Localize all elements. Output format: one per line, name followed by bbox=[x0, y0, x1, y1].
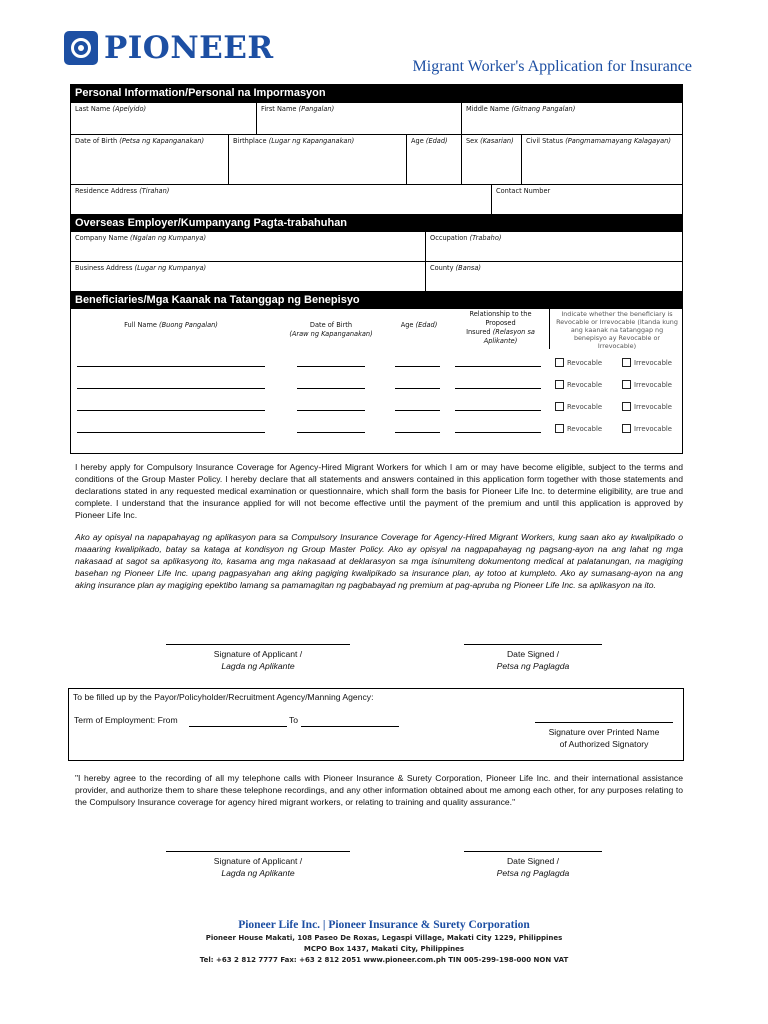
applicant-signature-block[interactable]: Signature of Applicant / Lagda ng Aplikante bbox=[166, 644, 350, 672]
section-beneficiaries-heading: Beneficiaries/Mga Kaanak na Tatanggap ng Benepisyo bbox=[71, 291, 682, 308]
term-from-label: Term of Employment: From bbox=[74, 715, 178, 725]
sex-field[interactable]: Sex (Kasarian) bbox=[461, 135, 521, 184]
first-name-field[interactable]: First Name (Pangalan) bbox=[256, 103, 461, 134]
contact-number-field[interactable]: Contact Number bbox=[491, 185, 682, 214]
beneficiaries-table bbox=[71, 308, 682, 453]
col-relationship: Relationship to the Proposed Insured (Relasyon sa Aplikante) bbox=[466, 310, 535, 345]
col-full-name: Full Name (Buong Pangalan) bbox=[124, 321, 218, 329]
occupation-field[interactable]: Occupation (Trabaho) bbox=[425, 232, 682, 261]
payor-title: To be filled up by the Payor/Policyholder/Recruitment Agency/Manning Agency: bbox=[73, 692, 374, 702]
authorized-signature-label: Signature over Printed Name of Authorized Signatory bbox=[548, 727, 660, 749]
irrevocable-checkbox[interactable]: Irrevocable bbox=[622, 402, 672, 411]
term-from-input[interactable] bbox=[189, 726, 287, 727]
company-logo bbox=[64, 30, 274, 66]
last-name-field[interactable]: Last Name (Apelyido) bbox=[75, 105, 147, 113]
declaration-english: I hereby apply for Compulsory Insurance Coverage for Agency-Hired Migrant Workers for which I am or may have become eligible, subject to the terms and conditions of the Group Master Policy. I hereby declare that all statements and answers contained in this application form together with those statements and declarations stated in any requested medical examination or questionnaire, which shall form the basis for Pioneer Life Inc. to determine eligibility, are true and complete. I understand that the insurance applied for will not become effective until the payment of the premium and until this application is approved by Pioneer Life Inc. bbox=[75, 462, 683, 520]
section-personal-heading: Personal Information/Personal na Impormasyon bbox=[71, 85, 682, 102]
country-field[interactable]: County (Bansa) bbox=[425, 262, 682, 291]
date-signed-block-2[interactable]: Date Signed / Petsa ng Paglagda bbox=[464, 851, 602, 879]
revocable-checkbox[interactable]: Revocable bbox=[555, 424, 602, 433]
revocable-checkbox[interactable]: Revocable bbox=[555, 358, 602, 367]
irrevocable-checkbox[interactable]: Irrevocable bbox=[622, 358, 672, 367]
irrevocable-checkbox[interactable]: Irrevocable bbox=[622, 380, 672, 389]
revocable-checkbox[interactable]: Revocable bbox=[555, 380, 602, 389]
dob-field[interactable]: Date of Birth (Petsa ng Kapanganakan) bbox=[75, 137, 205, 145]
declaration-tagalog: Ako ay opisyal na napapahayag ng aplikasyon para sa Compulsory Insurance Coverage for Agency-Hired Migrant Workers, kung saan ako ay kwalipikado o maaaring kwalipikado, batay sa kataga at kondisyon ng Group Master Policy. Ako ay opisyal na nagpapahayag ng pagsang-ayon na ang lahat ng mga nakasaad at sagot sa aplikasyong ito, kasama ang mga nakasaad at deklarasyon sa mga isinumiteng dokumentong medical at palatanungan, na magiging basehan ng Pioneer Life Inc. upang pagpasyahan ang aking pagiging kwalipikado sa insurance plan, ay totoo at kumpleto. Ako ay sumasang-ayon na ang aking insurance plan ay magiging epektibo lamang sa pamamagitan ng pagbabayad ng premium at pag-apruba ng Pioneer Life Inc. sa aplikasyon na ito. bbox=[75, 532, 683, 590]
applicant-form bbox=[70, 84, 683, 454]
pioneer-logo-icon bbox=[64, 31, 98, 65]
term-to-label: To bbox=[289, 715, 299, 725]
revocable-checkbox[interactable]: Revocable bbox=[555, 402, 602, 411]
logo-text: PIONEER bbox=[104, 30, 274, 66]
civil-status-field[interactable]: Civil Status (Pangmamamayang Kalagayan) bbox=[521, 135, 682, 184]
middle-name-field[interactable]: Middle Name (Gitnang Pangalan) bbox=[461, 103, 682, 134]
section-employer-heading: Overseas Employer/Kumpanyang Pagta-trabahuhan bbox=[71, 214, 682, 231]
col-dob: Date of Birth (Araw ng Kapanganakan) bbox=[289, 321, 373, 338]
recording-consent: "I hereby agree to the recording of all my telephone calls with Pioneer Insurance & Surety Corporation, Pioneer Life Inc. and their international assistance provider, and authorize them to share these telephone recordings, and any other information obtained about me among each other, for any purposes relating to the Compulsory Insurance coverage for agency hired migrant workers, or relating to training and quality assurance." bbox=[75, 773, 683, 807]
footer-contact: Tel: +63 2 812 7777 Fax: +63 2 812 2051 www.pioneer.com.ph TIN 005-299-198-000 NON VAT bbox=[199, 956, 569, 964]
payor-section bbox=[68, 688, 684, 761]
irrevocable-checkbox[interactable]: Irrevocable bbox=[622, 424, 672, 433]
residence-address-field[interactable]: Residence Address (Tirahan) bbox=[75, 187, 170, 195]
authorized-signature-line[interactable] bbox=[535, 722, 673, 723]
footer-address: Pioneer House Makati, 108 Paseo De Roxas, Legaspi Village, Makati City 1229, Philippines bbox=[205, 934, 563, 942]
age-field[interactable]: Age (Edad) bbox=[406, 135, 461, 184]
footer bbox=[0, 919, 768, 966]
applicant-signature-block-2[interactable]: Signature of Applicant / Lagda ng Aplikante bbox=[166, 851, 350, 879]
revocability-note: Indicate whether the beneficiary is Revocable or Irrevocable (Itanda kung ang kaanak na tatanggap ng benepisyo ay Revocable or Irrevocable) bbox=[549, 309, 684, 349]
document-title: Migrant Worker's Application for Insurance bbox=[412, 58, 692, 75]
company-name-field[interactable]: Company Name (Ngalan ng Kumpanya) bbox=[75, 234, 207, 242]
term-to-input[interactable] bbox=[301, 726, 399, 727]
business-address-field[interactable]: Business Address (Lugar ng Kumpanya) bbox=[75, 264, 207, 272]
birthplace-field[interactable]: Birthplace (Lugar ng Kapanganakan) bbox=[228, 135, 406, 184]
footer-brand: Pioneer Life Inc. | Pioneer Insurance & Surety Corporation bbox=[238, 919, 530, 931]
col-age: Age (Edad) bbox=[400, 321, 438, 329]
date-signed-block[interactable]: Date Signed / Petsa ng Paglagda bbox=[464, 644, 602, 672]
footer-po-box: MCPO Box 1437, Makati City, Philippines bbox=[303, 945, 465, 953]
